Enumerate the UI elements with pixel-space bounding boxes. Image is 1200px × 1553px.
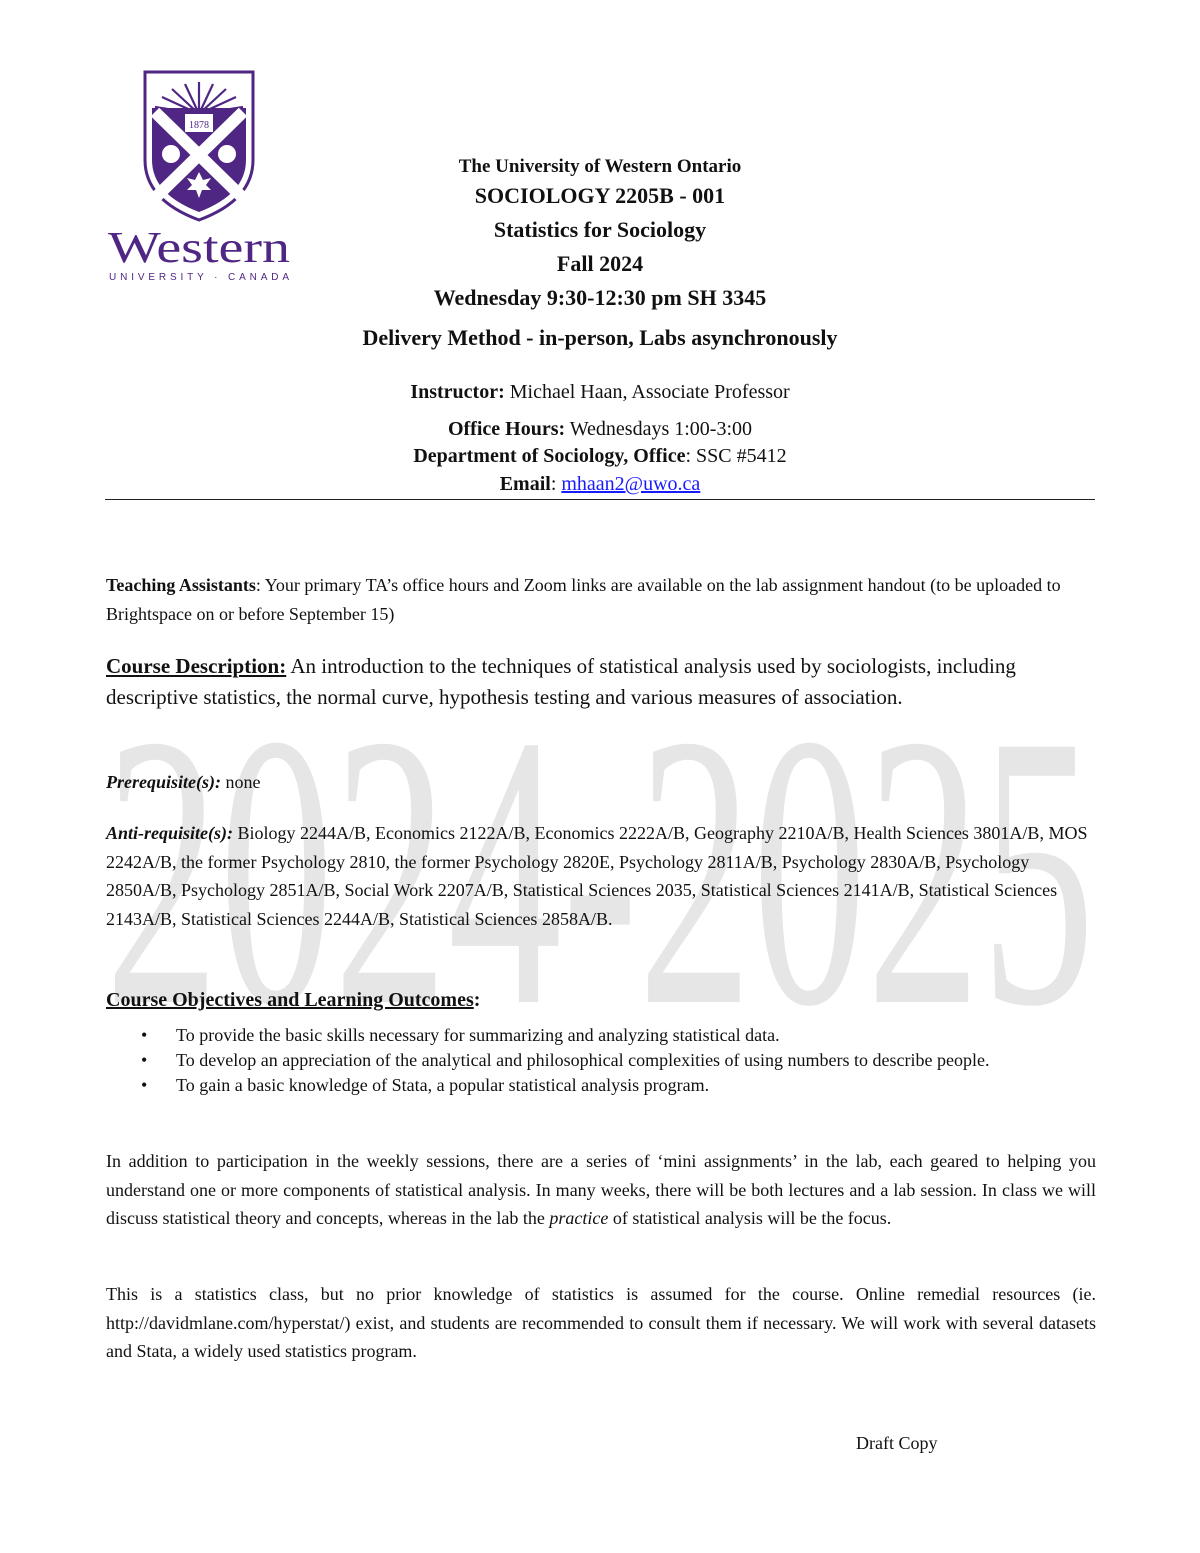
prerequisites-label: Prerequisite(s): — [106, 772, 221, 792]
objective-text: To develop an appreciation of the analytical and philosophical complexities of using numbers to describe people. — [176, 1050, 990, 1070]
list-item — [106, 1023, 1096, 1047]
course-title: Statistics for Sociology — [493, 217, 707, 242]
email-label: Email — [499, 473, 551, 495]
office-value: : SSC #5412 — [685, 445, 787, 467]
objectives-heading-suffix: : — [473, 989, 481, 1011]
email-separator: : — [550, 473, 562, 495]
office-hours-label: Office Hours: — [447, 418, 566, 440]
draft-copy-label: Draft Copy — [856, 1433, 938, 1453]
office-hours-value: Wednesdays 1:00-3:00 — [569, 418, 753, 440]
course-description-paragraph — [106, 651, 1096, 713]
teaching-assistants-label: Teaching Assistants — [106, 575, 256, 595]
teaching-assistants-paragraph — [106, 571, 1096, 628]
list-item — [106, 1073, 1096, 1097]
objectives-list — [106, 1023, 1096, 1098]
prerequisites-text: none — [220, 772, 261, 792]
course-term: Fall 2024 — [556, 251, 644, 276]
course-code: SOCIOLOGY 2205B - 001 — [474, 183, 726, 208]
office-hours-line — [105, 418, 1095, 441]
bullet-icon: • — [141, 1025, 148, 1045]
lab-paragraph — [106, 1147, 1096, 1233]
university-name: The University of Western Ontario — [458, 156, 742, 177]
header-divider — [105, 499, 1095, 500]
course-description-text: An introduction to the techniques of statistical analysis used by sociologists, including descriptive statistics, the normal curve, hypothesis testing and various measures of association. — [106, 654, 1016, 709]
instructor-line — [105, 381, 1095, 404]
delivery-method: Delivery Method - in-person, Labs asynchronously — [362, 325, 838, 350]
office-label: Department of Sociology, Office — [413, 445, 686, 467]
antirequisites-paragraph — [106, 819, 1096, 933]
objective-text: To provide the basic skills necessary for summarizing and analyzing statistical data. — [176, 1025, 780, 1045]
teaching-assistants-text: : Your primary TA’s office hours and Zoom links are available on the lab assignment handout (to be uploaded to Brightspace on or before September 15) — [106, 575, 1061, 624]
instructor-label: Instructor: — [410, 381, 505, 403]
statistics-paragraph: This is a statistics class, but no prior knowledge of statistics is assumed for the course. Online remedial resources (ie. http://davidmlane.com/hyperstat/) exist, and students are recommended to consult them if necessary. We will work with several datasets and Stata, a widely used statistics program. — [106, 1284, 1096, 1361]
antirequisites-label: Anti-requisite(s): — [106, 823, 234, 843]
watermark-text: 2024-2025 — [105, 690, 1095, 1020]
email-line — [105, 473, 1095, 496]
list-item — [106, 1048, 1096, 1072]
crest-year: 1878 — [189, 120, 209, 131]
office-line — [105, 445, 1095, 468]
instructor-value: Michael Haan, Associate Professor — [509, 381, 790, 403]
objectives-heading-text: Course Objectives and Learning Outcomes — [106, 989, 474, 1011]
lab-text-after: of statistical analysis will be the focus. — [608, 1208, 892, 1228]
bullet-icon: • — [141, 1050, 148, 1070]
prerequisites-paragraph — [106, 768, 1096, 797]
email-link[interactable]: mhaan2@uwo.ca — [561, 473, 701, 495]
antirequisites-text: Biology 2244A/B, Economics 2122A/B, Economics 2222A/B, Geography 2210A/B, Health Sciences 3801A/B, MOS 2242A/B, the former Psychology 2810, the former Psychology 2820E, Psychology 2811A/B, Psychology 2830A/B, Psychology 2850A/B, Psychology 2851A/B, Social Work 2207A/B, Statistical Sciences 2035, Statistical Sciences 2141A/B, Statistical Sciences 2143A/B, Statistical Sciences 2244A/B, Statistical Sciences 2858A/B. — [106, 823, 1088, 929]
wordmark-subline: UNIVERSITY · CANADA — [109, 272, 289, 283]
lab-text-emphasis: practice — [549, 1208, 609, 1228]
lab-text-before: In addition to participation in the weekly sessions, there are a series of ‘mini assignments’ in the lab, each geared to helping you understand one or more components of statistical analysis. In many weeks, there will be both lectures and a lab session. In class we will discuss statistical theory and concepts, whereas in the lab the — [106, 1151, 1096, 1228]
objective-text: To gain a basic knowledge of Stata, a popular statistical analysis program. — [176, 1075, 710, 1095]
wordmark: Western — [108, 223, 290, 272]
bullet-icon: • — [141, 1075, 148, 1095]
course-description-label: Course Description: — [106, 654, 287, 678]
objectives-heading — [106, 986, 1096, 1015]
course-schedule: Wednesday 9:30-12:30 pm SH 3345 — [433, 285, 767, 310]
